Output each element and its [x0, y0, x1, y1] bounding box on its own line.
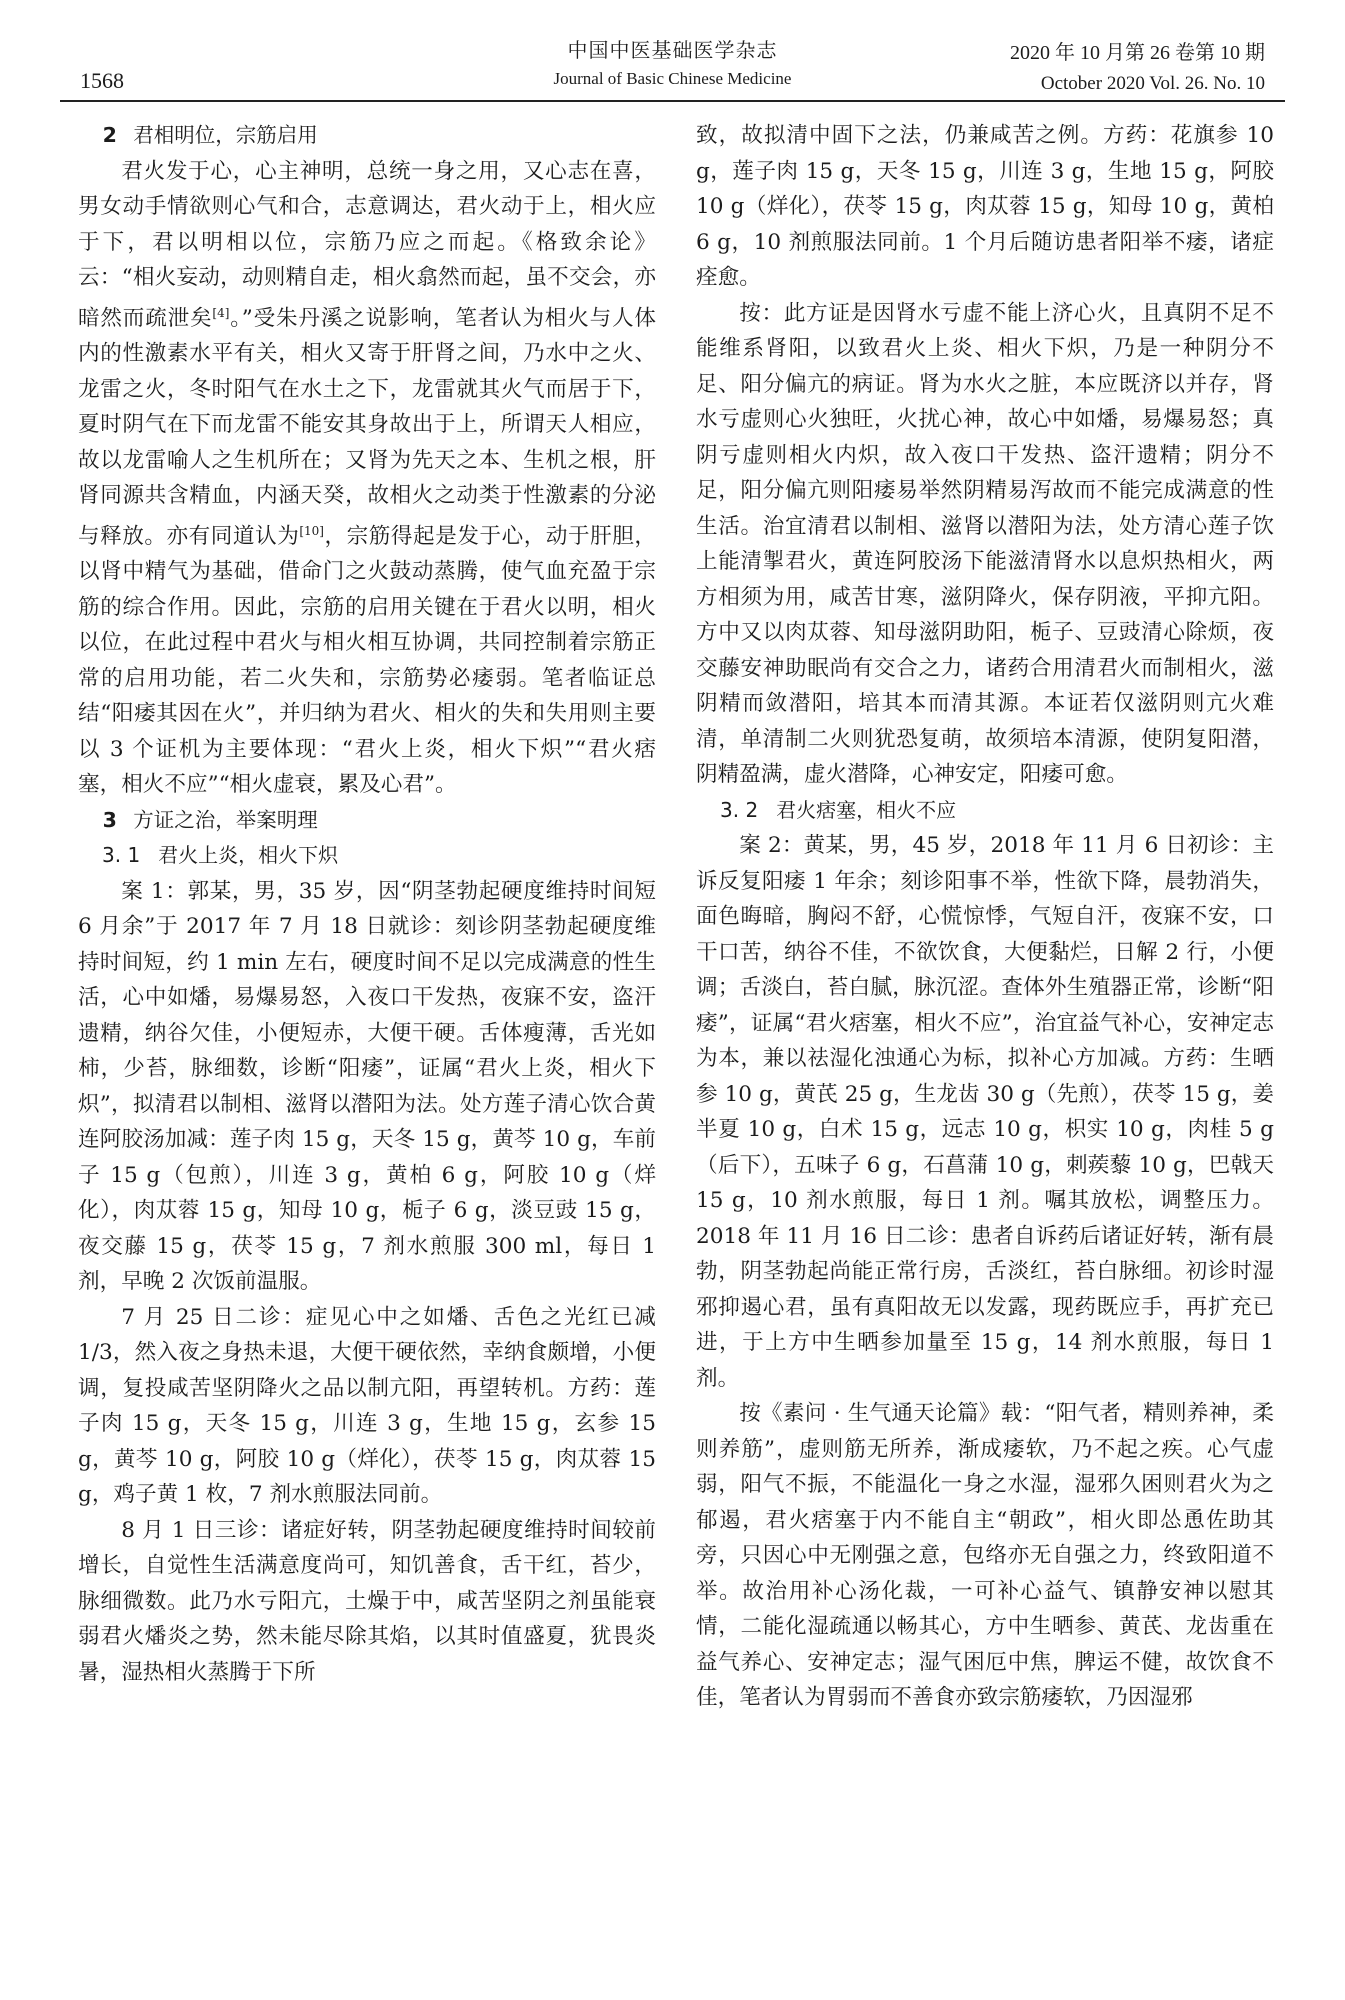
paragraph: 案 2：黄某，男，45 岁，2018 年 11 月 6 日初诊：主诉反复阳痿 1 年余；刻诊阳事不举，性欲下降，晨勃消失，面色晦暗，胸闷不舒，心慌惊悸，气短自汗，夜寐不安，口干口苦，纳谷不佳，不欲饮食，大便黏烂，日解 2 行，小便调；舌淡白，苔白腻，脉沉涩。查体外生殖器正常，诊断“阳痿”，证属“君火痞塞，相火不应”，治宜益气补心，安神定志为本，兼以祛湿化浊通心为标，拟补心方加减。方药：生晒参 10 g，黄芪 25 g，生龙齿 30 g（先煎），茯苓 15 g，姜半夏 10 g，白术 15 g，远志 10 g，枳实 10 g，肉桂 5 g（后下），五味子 6 g，石菖蒲 10 g，刺蒺藜 10 g，巴戟天 15 g，10 剂水煎服，每日 1 剂。嘱其放松，调整压力。2018 年 11 月 16 日二诊：患者自诉药后诸证好转，渐有晨勃，阴茎勃起尚能正常行房，舌淡红，苔白脉细。初诊时湿邪抑遏心君，虽有真阳故无以发露，现药既应手，再扩充已进，于上方中生晒参加量至 15 g，14 剂水煎服，每日 1 剂。: [696, 833, 1274, 1391]
paragraph: 按《素问 · 生气通天论篇》载：“阳气者，精则养神，柔则养筋”，虚则筋无所养，渐成痿软，乃不起之疾。心气虚弱，阳气不振，不能温化一身之水湿，湿邪久困则君火为之郁遏，君火痞塞于内不能自主“朝政”，相火即怂恿佐助其旁，只因心中无刚强之意，包络亦无自强之力，终致阳道不举。故治用补心汤化裁，一可补心益气、镇静安神以慰其情，二能化湿疏通以畅其心，方中生晒参、黄芪、龙齿重在益气养心、安神定志；湿气困厄中焦，脾运不健，故饮食不佳，笔者认为胃弱而不善食亦致宗筋痿软，乃因湿邪: [696, 1401, 1274, 1710]
page-header: [60, 30, 1285, 102]
section-heading: [78, 803, 656, 839]
paragraph: 致，故拟清中固下之法，仍兼咸苦之例。方药：花旗参 10 g，莲子肉 15 g，天冬 15 g，川连 3 g，生地 15 g，阿胶 10 g（烊化），茯苓 15 g，肉苁蓉 15 g，知母 10 g，黄柏 6 g，10 剂煎服法同前。1 个月后随访患者阳举不痿，诸症痊愈。: [696, 123, 1274, 290]
subsection-title: 君火上炎，相火下炽: [158, 843, 339, 868]
right-column: [696, 118, 1274, 1978]
article-body: [78, 118, 1274, 1978]
paragraph: 7 月 25 日二诊：症见心中之如燔、舌色之光红已减 1/3，然入夜之身热未退，大便干硬依然，幸纳食颇增，小便调，复投咸苦坚阴降火之品以制亢阳，再望转机。方药：莲子肉 15 g，天冬 15 g，川连 3 g，生地 15 g，玄参 15 g，黄芩 10 g，阿胶 10 g（烊化），茯苓 15 g，肉苁蓉 15 g，鸡子黄 1 枚，7 剂水煎服法同前。: [78, 1304, 656, 1508]
section-title: 方证之治，举案明理: [133, 807, 318, 832]
journal-name-cn: 中国中医基础医学杂志: [567, 38, 778, 62]
subsection-heading: [78, 838, 656, 874]
citation: [10]: [299, 523, 324, 538]
section-heading: [78, 118, 656, 154]
paragraph: 8 月 1 日三诊：诸症好转，阴茎勃起硬度维持时间较前增长，自觉性生活满意度尚可，知饥善食，舌干红，苔少，脉细微数。此乃水亏阳亢，土燥于中，咸苦坚阴之剂虽能衰弱君火燔炎之势，然未能尽除其焰，以其时值盛夏，犹畏炎暑，湿热相火蒸腾于下所: [78, 1517, 656, 1685]
subsection-number: 3. 2: [720, 797, 759, 822]
issue-info-cn: 2020 年 10 月第 26 卷第 10 期: [1010, 42, 1265, 64]
paragraph: 君火发于心，心主神明，总统一身之用，又心志在喜，男女动手情欲则心气和合，志意调达，君火动于上，相火应于下，君以明相以位，宗筋乃应之而起。《格致余论》云：“相火妄动，动则精自走，相火翕然而起，虽不交会，亦暗然而疏泄矣[4]。”受朱丹溪之说影响，笔者认为相火与人体内的性激素水平有关，相火又寄于肝肾之间，乃水中之火、龙雷之火，冬时阳气在水土之下，龙雷就其火气而居于下，夏时阴气在下而龙雷不能安其身故出于上，所谓天人相应，故以龙雷喻人之生机所在；又肾为先天之本、生机之根，肝肾同源共含精血，内涵天癸，故相火之动类于性激素的分泌与释放。亦有同道认为[10]，宗筋得起是发于心，动于肝胆，以肾中精气为基础，借命门之火鼓动蒸腾，使气血充盈于宗筋的综合作用。因此，宗筋的启用关键在于君火以明，相火以位，在此过程中君火与相火相互协调，共同控制着宗筋正常的启用功能，若二火失和，宗筋势必痿弱。笔者临证总结“阳痿其因在火”，并归纳为君火、相火的失和失用则主要以 3 个证机为主要体现：“君火上炎，相火下炽”“君火痞塞，相火不应”“相火虚衰，累及心君”。: [78, 158, 656, 798]
journal-name-en: Journal of Basic Chinese Medicine: [553, 69, 792, 88]
left-column: [78, 118, 656, 1978]
issue-info: [1010, 36, 1265, 95]
issue-info-en: October 2020 Vol. 26. No. 10: [1040, 73, 1265, 94]
section-title: 君相明位，宗筋启用: [133, 123, 318, 147]
subsection-heading: [696, 793, 1274, 829]
page-number: 1568: [80, 68, 124, 93]
paragraph: 案 1：郭某，男，35 岁，因“阴茎勃起硬度维持时间短 6 月余”于 2017 年 7 月 18 日就诊：刻诊阴茎勃起硬度维持时间短，约 1 min 左右，硬度时间不足以完成满意的性生活，心中如燔，易爆易怒，入夜口干发热，夜寐不安，盗汗遗精，纳谷欠佳，小便短赤，大便干硬。舌体瘦薄，舌光如柿，少苔，脉细数，诊断“阳痿”，证属“君火上炎，相火下炽”，拟清君以制相、滋肾以潜阳为法。处方莲子清心饮合黄连阿胶汤加减：莲子肉 15 g，天冬 15 g，黄芩 10 g，车前子 15 g（包煎），川连 3 g，黄柏 6 g，阿胶 10 g（烊化），肉苁蓉 15 g，知母 10 g，栀子 6 g，淡豆豉 15 g，夜交藤 15 g，茯苓 15 g，7 剂水煎服 300 ml，每日 1 剂，早晚 2 次饭前温服。: [78, 878, 656, 1295]
section-number: 3: [102, 807, 117, 832]
citation: [4]: [212, 305, 230, 320]
subsection-title: 君火痞塞，相火不应: [776, 797, 957, 822]
section-number: 2: [102, 123, 117, 147]
paragraph: 按：此方证是因肾水亏虚不能上济心火，且真阴不足不能维系肾阳，以致君火上炎、相火下炽，乃是一种阴分不足、阳分偏亢的病证。肾为水火之脏，本应既济以并存，肾水亏虚则心火独旺，火扰心神，故心中如燔，易爆易怒；真阴亏虚则相火内炽，故入夜口干发热、盗汗遗精；阴分不足，阳分偏亢则阳痿易举然阴精易泻故而不能完成满意的性生活。治宜清君以制相、滋肾以潜阳为法，处方清心莲子饮上能清掣君火，黄连阿胶汤下能滋清肾水以息炽热相火，两方相须为用，咸苦甘寒，滋阴降火，保存阴液，平抑亢阳。方中又以肉苁蓉、知母滋阴助阳，栀子、豆豉清心除烦，夜交藤安神助眠尚有交合之力，诸药合用清君火而制相火，滋阴精而敛潜阳，培其本而清其源。本证若仅滋阴则亢火难清，单清制二火则犹恐复萌，故须培本清源，使阴复阳潜，阴精盈满，虚火潜降，心神安定，阳痿可愈。: [696, 300, 1274, 787]
subsection-number: 3. 1: [102, 843, 141, 868]
